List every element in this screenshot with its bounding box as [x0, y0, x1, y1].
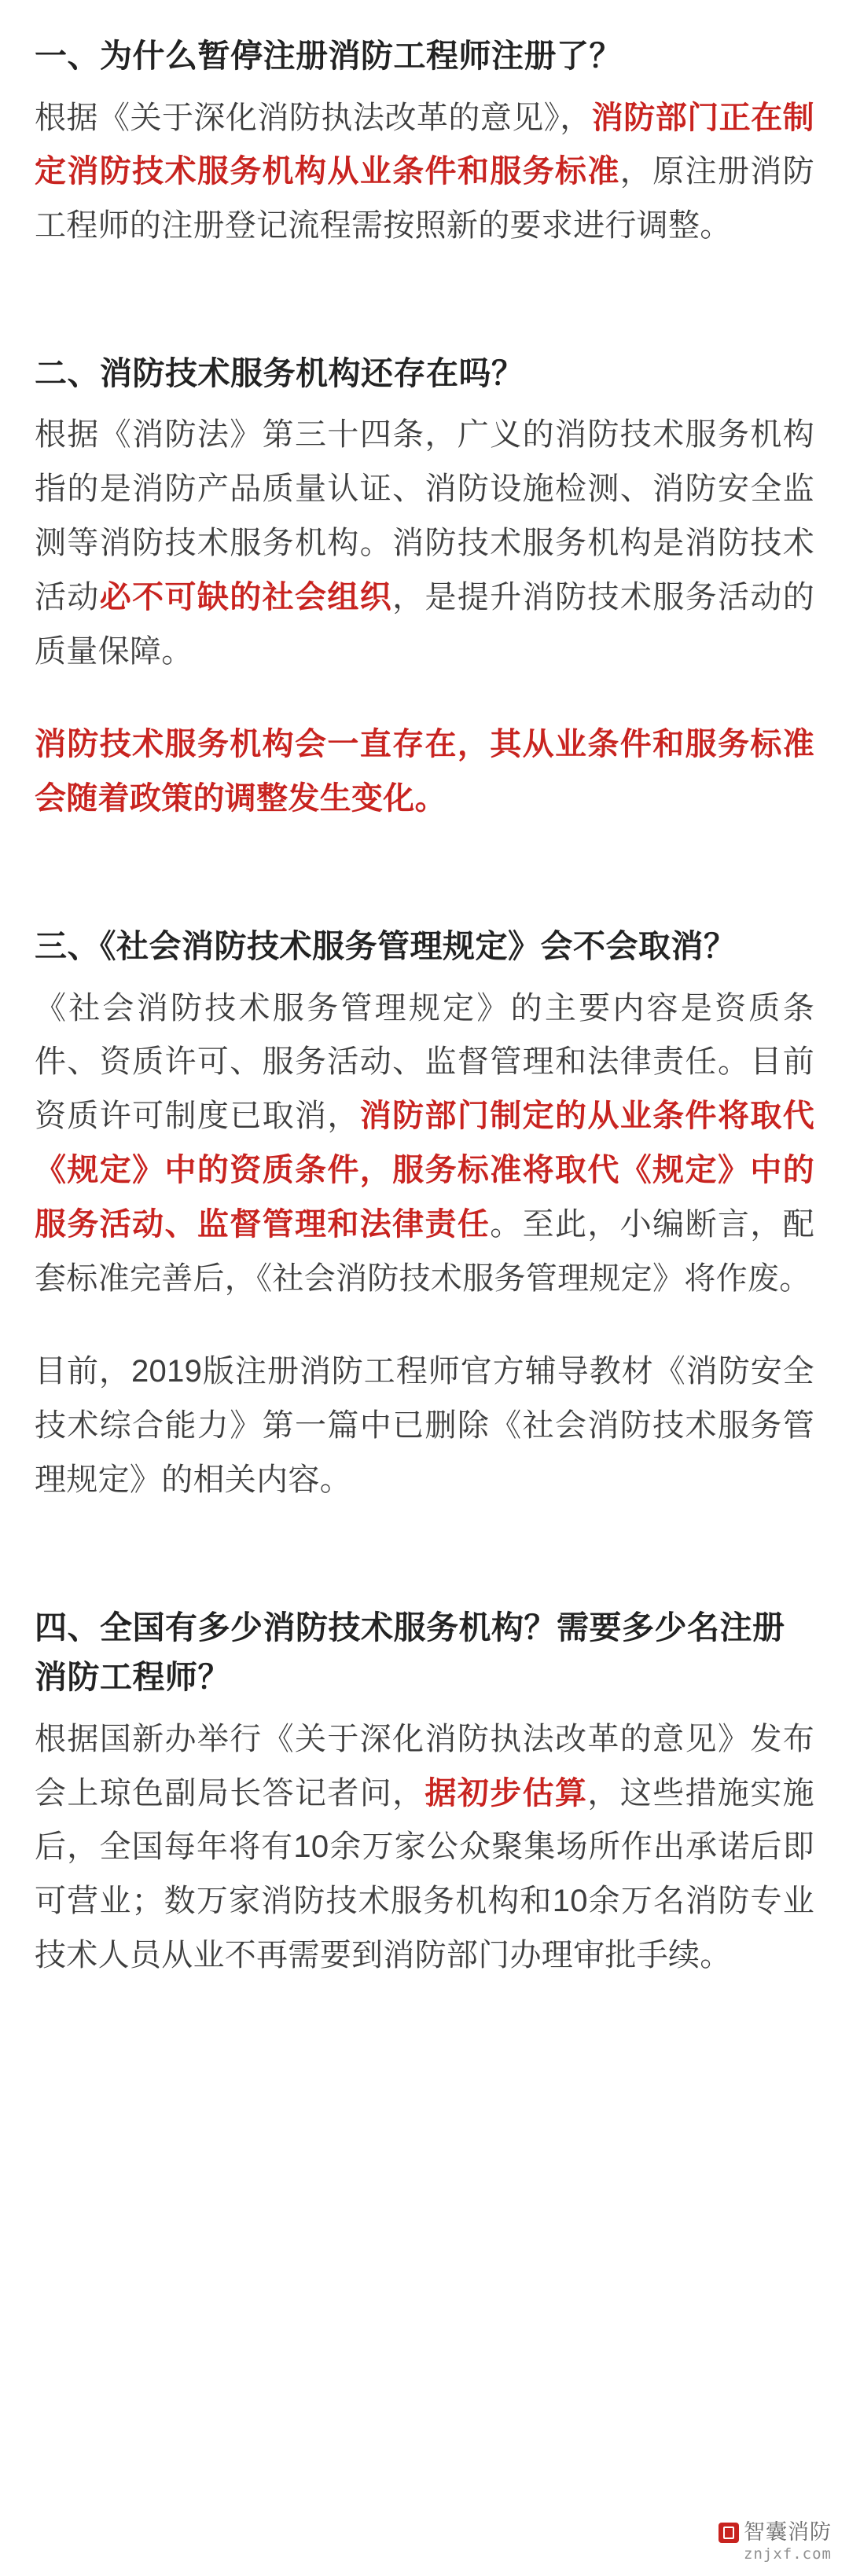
highlighted-text: 据初步估算: [424, 1775, 588, 1811]
answer-paragraph-3-1: [35, 982, 814, 1306]
text-run: 。至此，小编断言，配套标准完善后，《社会消防技术服务管理规定》将作废。: [35, 1206, 814, 1296]
answer-paragraph-3-2: 目前，2019版注册消防工程师官方辅导教材《消防安全技术综合能力》第一篇中已删除《社会消防技术服务管理规定》的相关内容。: [35, 1354, 814, 1497]
watermark: [719, 2520, 832, 2563]
highlighted-text: 必不可缺的社会组织: [99, 579, 393, 615]
faq-section-2: [35, 349, 814, 826]
watermark-brand: 智囊消防: [744, 2520, 832, 2545]
highlighted-text: 消防部门正在制定消防技术服务机构从业条件和服务标准: [35, 100, 814, 189]
section-spacer: [35, 1545, 814, 1603]
question-title-3: 三、《社会消防技术服务管理规定》会不会取消？: [35, 928, 737, 965]
faq-section-1: [35, 31, 814, 253]
paragraph-spacer: [35, 686, 814, 717]
watermark-url: znjxf.com: [744, 2545, 832, 2563]
answer-paragraph-2-2: 消防技术服务机构会一直存在，其从业条件和服务标准会随着政策的调整发生变化。: [35, 727, 814, 816]
faq-section-4: [35, 1603, 814, 1983]
faq-section-3: [35, 922, 814, 1507]
watermark-main-row: [719, 2520, 832, 2545]
answer-paragraph-1-1: [35, 91, 814, 253]
question-title-4: 四、全国有多少消防技术服务机构？需要多少名注册消防工程师？: [35, 1609, 785, 1696]
question-title-2: 二、消防技术服务机构还存在吗？: [35, 354, 524, 391]
text-run: ，这些措施实施后，全国每年将有10余万家公众聚集场所作出承诺后即可营业；数万家消防技术服务机构和10余万名消防专业技术人员从业不再需要到消防部门办理审批手续。: [35, 1775, 814, 1973]
section-spacer: [35, 291, 814, 349]
section-spacer: [35, 864, 814, 922]
highlighted-text: 消防部门制定的从业条件将取代《规定》中的资质条件，服务标准将取代《规定》中的服务活动、监督管理和法律责任: [35, 1099, 814, 1242]
paragraph-spacer: [35, 1313, 814, 1345]
text-run: 《社会消防技术服务管理规定》的主要内容是资质条件、资质许可、服务活动、监督管理和法律责任。目前资质许可制度已取消，: [35, 990, 814, 1134]
answer-paragraph-2-1: [35, 408, 814, 678]
question-title-1: 一、为什么暂停注册消防工程师注册了？: [35, 38, 622, 74]
text-run: 根据《消防法》第三十四条，广义的消防技术服务机构指的是消防产品质量认证、消防设施检测、消防安全监测等消防技术服务机构。消防技术服务机构是消防技术活动: [35, 417, 814, 615]
shield-badge-icon: [719, 2523, 739, 2543]
text-run: 根据《关于深化消防执法改革的意见》，: [35, 100, 592, 135]
text-run: 根据国新办举行《关于深化消防执法改革的意见》发布会上琼色副局长答记者问，: [35, 1721, 814, 1811]
text-run: ，是提升消防技术服务活动的质量保障。: [35, 579, 815, 669]
text-run: ，原注册消防工程师的注册登记流程需按照新的要求进行调整。: [35, 154, 814, 244]
answer-paragraph-4-1: [35, 1712, 814, 1983]
